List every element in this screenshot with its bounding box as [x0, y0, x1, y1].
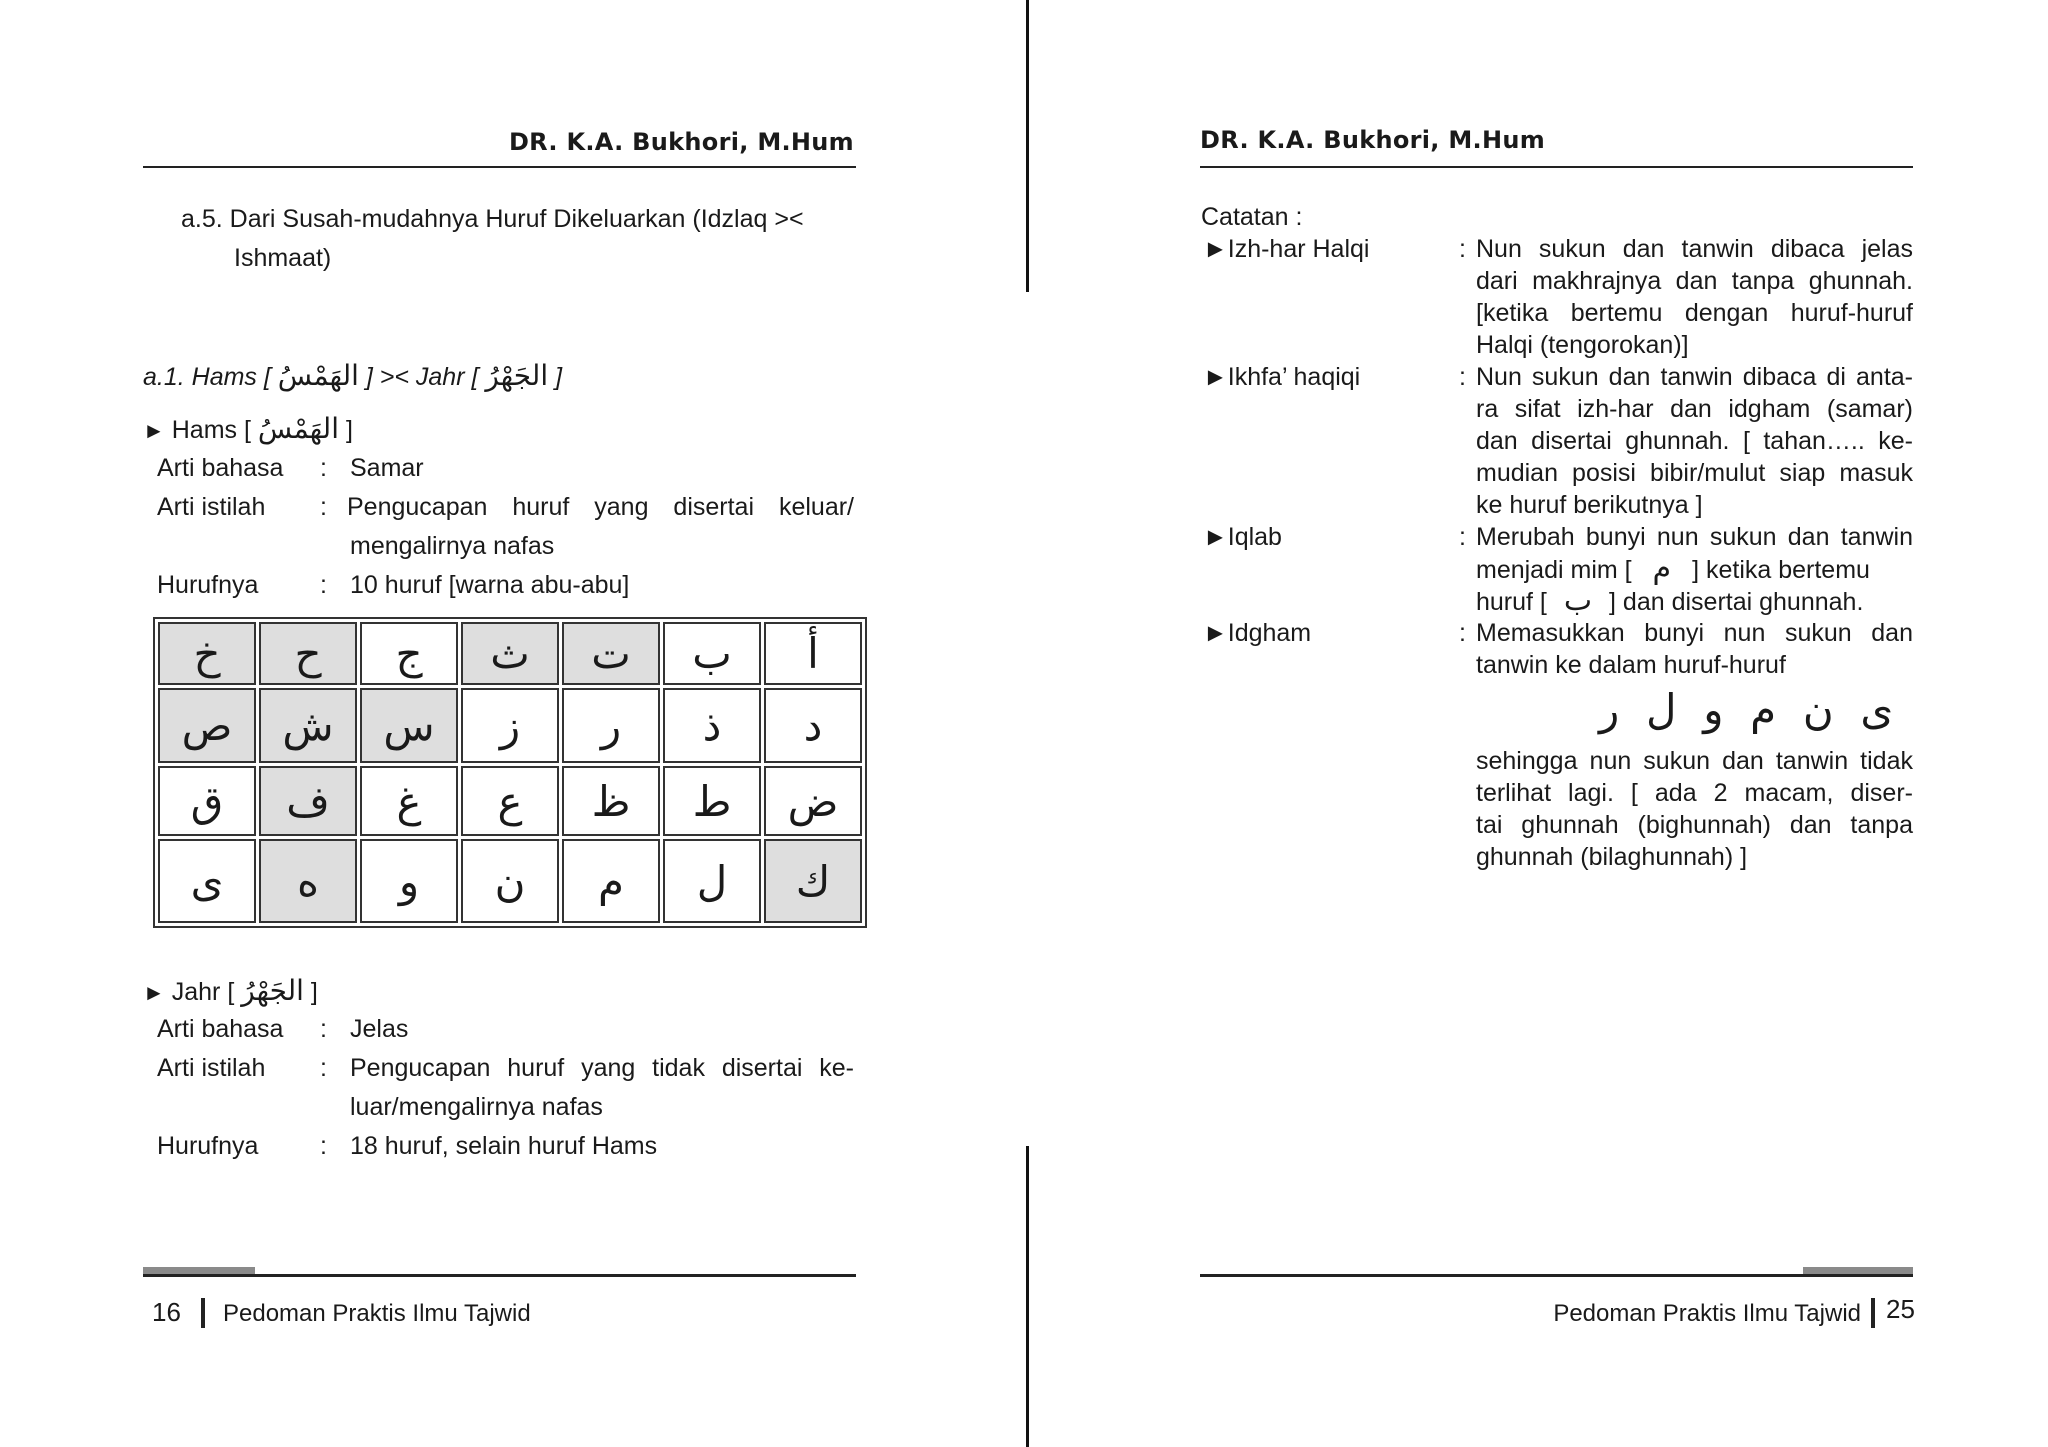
- letter-cell-hams: ص: [158, 688, 256, 763]
- arabic-jahr-word: الجَهْرُ: [485, 359, 549, 392]
- ikhfa-line: dan disertai ghunnah. [ tahan….. ke-: [1476, 427, 1913, 455]
- header-rule: [1200, 166, 1913, 168]
- letter-cell-hams: ه: [259, 839, 357, 923]
- subheading-hams-jahr: [143, 360, 562, 393]
- jahr-colon-bahasa: :: [320, 1015, 327, 1043]
- footer-separator: [1871, 1298, 1875, 1328]
- right-page: [1028, 0, 2048, 1447]
- term-iqlab: ►Iqlab: [1203, 523, 1282, 551]
- iqlab-text: huruf [: [1476, 588, 1547, 616]
- letter-cell-hams: ف: [259, 766, 357, 836]
- letter-cell: ج: [360, 622, 458, 685]
- hams-title-suffix: ]: [345, 416, 353, 444]
- letter-cell-hams: ك: [764, 839, 862, 923]
- letter-cell: م: [562, 839, 660, 923]
- hams-value-istilah-line2: mengalirnya nafas: [350, 532, 555, 560]
- hams-colon-bahasa: :: [320, 454, 327, 482]
- page-header-author: DR. K.A. Bukhori, M.Hum: [508, 128, 854, 156]
- izhhar-line: Halqi (tengorokan)]: [1476, 331, 1689, 359]
- iqlab-text: menjadi mim [: [1476, 556, 1632, 584]
- term-colon: :: [1459, 235, 1466, 263]
- iqlab-line-mim: [1476, 553, 1870, 586]
- jahr-colon-hurufnya: :: [320, 1132, 327, 1160]
- hams-label-istilah: Arti istilah: [157, 493, 266, 521]
- hams-value-istilah-line1: Pengucapan huruf yang disertai keluar/: [347, 493, 854, 521]
- footer-rule: [1200, 1274, 1913, 1277]
- iqlab-text: ] ketika bertemu: [1692, 556, 1870, 584]
- idgham-line: sehingga nun sukun dan tanwin tidak: [1476, 747, 1913, 775]
- triangle-bullet-icon: ►: [143, 980, 165, 1005]
- letter-cell: و: [360, 839, 458, 923]
- subheading-suffix: ]: [555, 363, 563, 391]
- letter-cell-hams: خ: [158, 622, 256, 685]
- subheading-prefix: a.1. Hams [: [143, 363, 271, 391]
- letter-cell: ن: [461, 839, 559, 923]
- ikhfa-line: mudian posisi bibir/mulut siap masuk: [1476, 459, 1913, 487]
- letter-cell-hams: س: [360, 688, 458, 763]
- letter-cell: ض: [764, 766, 862, 836]
- section-heading-line2: Ishmaat): [234, 244, 332, 272]
- letter-cell: ز: [461, 688, 559, 763]
- idgham-line: tai ghunnah (bighunnah) dan tanpa: [1476, 811, 1913, 839]
- hams-colon-istilah: :: [320, 493, 327, 521]
- header-rule: [143, 166, 856, 168]
- hams-value-bahasa: Samar: [350, 454, 424, 482]
- subheading-middle: ] >< Jahr [: [365, 363, 479, 391]
- iqlab-line: Merubah bunyi nun sukun dan tanwin: [1476, 523, 1913, 551]
- term-ikhfa-haqiqi: ►Ikhfa’ haqiqi: [1203, 363, 1361, 391]
- letter-cell: ذ: [663, 688, 761, 763]
- page-header-author: DR. K.A. Bukhori, M.Hum: [1200, 126, 1546, 154]
- jahr-value-istilah-line2: luar/mengalirnya nafas: [350, 1093, 603, 1121]
- hams-label-bahasa: Arti bahasa: [157, 454, 284, 482]
- ikhfa-line: ke huruf berikutnya ]: [1476, 491, 1703, 519]
- letter-cell: ر: [562, 688, 660, 763]
- jahr-arabic: الجَهْرُ: [241, 974, 304, 1007]
- ikhfa-line: ra sifat izh-har dan idgham (samar): [1476, 395, 1913, 423]
- izhhar-line: dari makhrajnya dan tanpa ghunnah.: [1476, 267, 1913, 295]
- section-heading-line1: a.5. Dari Susah-mudahnya Huruf Dikeluarkan (Idzlaq ><: [181, 205, 804, 233]
- term-colon: :: [1459, 523, 1466, 551]
- hams-label-hurufnya: Hurufnya: [157, 571, 259, 599]
- jahr-colon-istilah: :: [320, 1054, 327, 1082]
- table-row: [158, 622, 862, 685]
- left-page: [0, 0, 1020, 1447]
- jahr-title: [143, 975, 318, 1009]
- hams-colon-hurufnya: :: [320, 571, 327, 599]
- footer-book-title: Pedoman Praktis Ilmu Tajwid: [223, 1300, 531, 1327]
- idgham-line: ghunnah (bilaghunnah) ]: [1476, 843, 1748, 871]
- footer-separator: [201, 1298, 205, 1328]
- letter-cell-hams: ث: [461, 622, 559, 685]
- table-row: [158, 766, 862, 836]
- hams-arabic: الهَمْسُ: [257, 412, 339, 445]
- ikhfa-line: Nun sukun dan tanwin dibaca di anta-: [1476, 363, 1913, 391]
- hams-value-hurufnya: 10 huruf [warna abu-abu]: [350, 571, 630, 599]
- letter-cell: ع: [461, 766, 559, 836]
- izhhar-line: Nun sukun dan tanwin dibaca jelas: [1476, 235, 1913, 263]
- jahr-title-prefix: Jahr [: [171, 978, 235, 1006]
- letter-cell: أ: [764, 622, 862, 685]
- page-number: 25: [1886, 1294, 1915, 1324]
- letter-cell-hams: ح: [259, 622, 357, 685]
- letter-cell: ظ: [562, 766, 660, 836]
- jahr-label-istilah: Arti istilah: [157, 1054, 266, 1082]
- iqlab-text: ] dan disertai ghunnah.: [1609, 588, 1864, 616]
- arabic-mim: م: [1652, 551, 1672, 586]
- table-row: [158, 688, 862, 763]
- jahr-value-bahasa: Jelas: [350, 1015, 409, 1043]
- letter-cell-hams: ش: [259, 688, 357, 763]
- letter-cell: ل: [663, 839, 761, 923]
- letter-cell-hams: ت: [562, 622, 660, 685]
- jahr-label-bahasa: Arti bahasa: [157, 1015, 284, 1043]
- jahr-value-istilah-line1: Pengucapan huruf yang tidak disertai ke-: [350, 1054, 854, 1082]
- table-row: [158, 839, 862, 923]
- arabic-ba: ب: [1563, 583, 1593, 618]
- catatan-label: Catatan :: [1201, 203, 1303, 231]
- jahr-title-suffix: ]: [310, 978, 318, 1006]
- hijaiyah-letter-table: [153, 617, 867, 928]
- footer-book-title: Pedoman Praktis Ilmu Tajwid: [1553, 1300, 1861, 1327]
- letter-cell: ب: [663, 622, 761, 685]
- term-idgham: ►Idgham: [1203, 619, 1312, 647]
- letter-cell: ط: [663, 766, 761, 836]
- idgham-arabic-letters: ى ن م و ل ر: [1599, 685, 1894, 734]
- letter-cell: ق: [158, 766, 256, 836]
- arabic-hams-word: الهَمْسُ: [277, 359, 359, 392]
- page-number: 16: [152, 1297, 181, 1327]
- triangle-bullet-icon: ►: [143, 418, 165, 443]
- term-izhhar-halqi: ►Izh-har Halqi: [1203, 235, 1370, 263]
- iqlab-line-ba: [1476, 585, 1863, 618]
- hams-title: [143, 413, 353, 447]
- idgham-line: tanwin ke dalam huruf-huruf: [1476, 651, 1786, 679]
- idgham-line: terlihat lagi. [ ada 2 macam, diser-: [1476, 779, 1913, 807]
- hams-title-prefix: Hams [: [171, 416, 251, 444]
- term-colon: :: [1459, 619, 1466, 647]
- izhhar-line: [ketika bertemu dengan huruf-huruf: [1476, 299, 1913, 327]
- letter-cell: غ: [360, 766, 458, 836]
- term-colon: :: [1459, 363, 1466, 391]
- letter-cell: ى: [158, 839, 256, 923]
- jahr-value-hurufnya: 18 huruf, selain huruf Hams: [350, 1132, 658, 1160]
- jahr-label-hurufnya: Hurufnya: [157, 1132, 259, 1160]
- letter-cell: د: [764, 688, 862, 763]
- footer-rule: [143, 1274, 856, 1277]
- idgham-line: Memasukkan bunyi nun sukun dan: [1476, 619, 1913, 647]
